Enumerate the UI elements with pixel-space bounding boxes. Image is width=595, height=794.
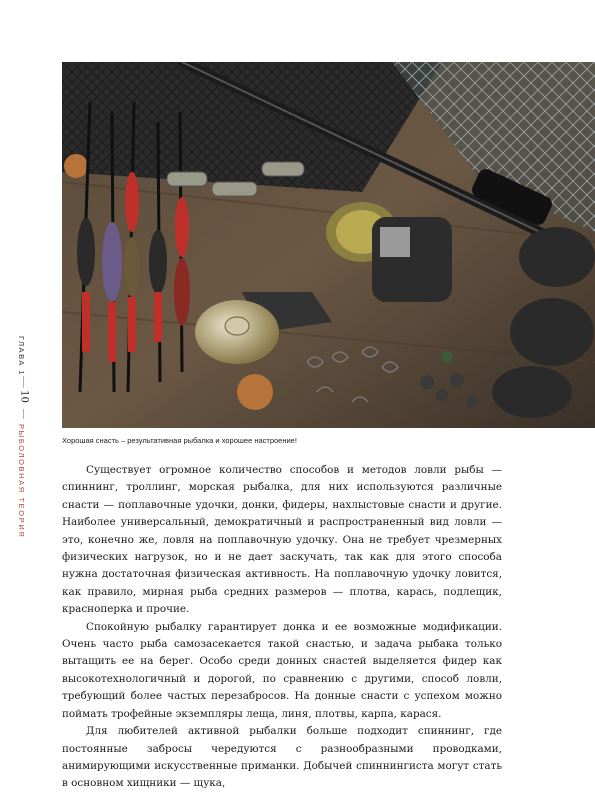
figure-caption: Хорошая снасть – результативная рыбалка и хорошее настроение!: [62, 436, 297, 445]
sidebar-divider-bottom: [23, 409, 24, 419]
paragraph: Спокойную рыбалку гарантирует донка и ее возможные модификации. Очень часто рыба самозасекается такой снастью, и задача рыбака только вытащить ее на берег. Особо среди донных снастей выделяется фидер как высокотехнологичный и дорогой, по сравнению с другими, способ ловли, требующий более частых перезабросов. На донные снасти с успехом можно поймать трофейные экземпляры леща, линя, плотвы, карпа, карася.: [62, 620, 502, 720]
article-body: [62, 462, 502, 793]
paragraph: Существует огромное количество способов и методов ловли рыбы — спиннинг, троллинг, морская рыбалка, для них используются различные снасти — поплавочные удочки, донки, фидеры, нахлыстовые снасти и другие. Наиболее универсальный, демократичный и распространенный вид ловли — это, конечно же, ловля на поплавочную удочку. Она не требует чрезмерных физических нагрузок, но и не дает заскучать, так как для этого способа нужна достаточная физическая активность. На поплавочную удочку ловится, как правило, мирная рыба средних размеров — плотва, карась, подлещик, красноперка и прочие.: [62, 464, 502, 616]
page-sidebar: [0, 0, 40, 794]
fishing-tackle-photo: [62, 62, 595, 428]
page-number: 10: [18, 390, 30, 403]
section-title: РЫБОЛОВНАЯ ТЕОРИЯ: [17, 424, 26, 539]
sidebar-divider-top: [23, 376, 24, 388]
chapter-label: ГЛАВА 1: [17, 336, 26, 377]
paragraph: Для любителей активной рыбалки больше подходит спиннинг, где постоянные забросы чередуются с разнообразными проводками, анимирующими искусственные приманки. Добычей спиннингиста могут стать в основном хищники — щука,: [62, 725, 502, 790]
